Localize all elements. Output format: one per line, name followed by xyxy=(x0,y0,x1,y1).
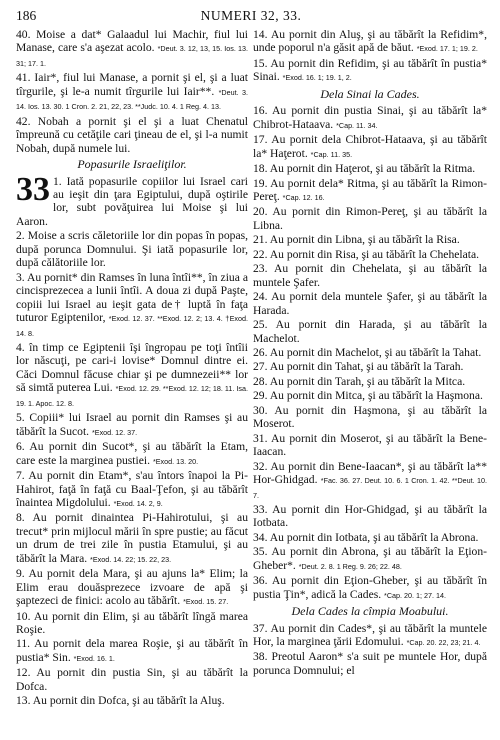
verse-33-34: 34. Au pornit din Iotbata, şi au tăbărît la Abrona. xyxy=(253,530,479,544)
verse-33-30: 30. Au pornit din Haşmona, şi au tăbărît la Moserot. xyxy=(253,403,487,431)
verse-33-37: 37. Au pornit din Cades*, şi au tăbărît la muntele Hor, la marginea ţării Edomului. *Cap. 20. 22, 23; 21. 4. xyxy=(253,621,487,649)
cross-reference: *Fac. 36. 27. Deut. 10. 6. 1 Cron. 1. 42. **Deut. 10. 7. xyxy=(253,476,487,500)
cross-reference: *Exod. 12. 37. xyxy=(92,427,138,437)
cross-reference: *Exod. 17. 1; 19. 2. xyxy=(416,44,478,54)
cross-reference: *Deut. 2. 8. 1 Reg. 9. 26; 22. 48. xyxy=(298,561,402,571)
cross-reference: *Exod. 14. 22; 15. 22, 23. xyxy=(90,554,172,564)
verse-33-36: 36. Au pornit din Eţion-Gheber, şi au tăbărît în pustia Ţin*, adică la Cades. *Cap. 20. 1; 27. 14. xyxy=(253,574,487,601)
verse-33-11: 11. Au pornit dela marea Roşie, şi au tăbărît în pustia* Sin. *Exod. 16. 1. xyxy=(16,637,248,664)
cross-reference: *Deut. 3. 14. Ios. 13. 30. 1 Cron. 2. 21, 22, 23. **Judc. 10. 4. 1 Reg. 4. 13. xyxy=(16,87,248,112)
verse-33-26: 26. Au pornit din Machelot, şi au tăbărît la Tahat. xyxy=(253,345,482,359)
section-heading: Dela Sinai la Cades. xyxy=(320,86,420,101)
cross-reference: *Exod. 13. 20. xyxy=(152,456,199,466)
verse-33-9: 9. Au pornit dela Mara, şi au ajuns la* Elim; la Elim erau douăsprezece izvoare de apă şi şaptezeci de finici: acolo au tăbărît. *Exod. 15. 27. xyxy=(16,567,248,608)
verse-33-27: 27. Au pornit din Tahat, şi au tăbărît la Tarah. xyxy=(253,360,464,374)
cross-reference: *Exod. 16. 1. xyxy=(73,653,115,663)
verse-33-17: 17. Au pornit dela Chibrot-Hataava, şi au tăbărît la* Haţerot. *Cap. 11. 35. xyxy=(253,133,487,160)
cross-reference: *Exod. 15. 27. xyxy=(183,597,229,607)
cross-reference: *Cap. 20. 1; 27. 14. xyxy=(384,590,446,600)
cross-reference: *Exod. 12. 29. **Exod. 12. 12; 18. 11. Isa. 19. 1. Apoc. 12. 8. xyxy=(16,384,248,408)
verse-33-19: 19. Au pornit dela* Ritma, şi au tăbărît la Rimon-Pereţ. *Cap. 12. 16. xyxy=(253,176,487,203)
cross-reference: *Cap. 12. 16. xyxy=(282,192,325,202)
cross-reference: *Cap. 11. 35. xyxy=(310,149,353,159)
cross-reference: *Cap. 20. 22, 23; 21. 4. xyxy=(406,638,481,648)
verse-33-13: 13. Au pornit din Dofca, şi au tăbărît la Aluş. xyxy=(16,694,225,708)
verse-33-3: 3. Au pornit* din Ramses în luna întîi**, în ziua a cincisprezecea a lunii întîi. A doua zi după Paşte, copiii lui Israel au ieşit gata de† luptă în faţa tuturor Egiptenilor, *Exod. 12. 37. **Exod. 12. 2; 13. 4. †Exod. 14. 8. xyxy=(16,270,248,338)
verse-33-12: 12. Au pornit din pustia Sin, şi au tăbărît la Dofca. xyxy=(16,666,248,693)
section-heading: Popasurile Israeliţilor. xyxy=(77,157,187,172)
verse-33-15: 15. Au pornit din Refidim, şi au tăbărît în pustia* Sinai. *Exod. 16. 1; 19. 1, 2. xyxy=(253,56,487,84)
verse-33-16: 16. Au pornit din pustia Sinai, şi au tăbărît la* Chibrot-Hataava. *Cap. 11. 34. xyxy=(253,104,487,131)
running-title: NUMERI 32, 33. xyxy=(200,8,302,23)
verse-33-35: 35. Au pornit din Abrona, şi au tăbărît la Eţion-Gheber*. *Deut. 2. 8. 1 Reg. 9. 26; 22. 48. xyxy=(253,545,487,572)
verse-33-14: 14. Au pornit din Aluş, şi au tăbărît la Refidim*, unde poporul n'a găsit apă de băut. *Exod. 17. 1; 19. 2. xyxy=(253,28,487,55)
verse-32-42: 42. Nobah a pornit şi el şi a luat Chenatul împreună cu cetăţile cari ţineau de el, şi l-a numit Nobah, după numele lui. xyxy=(16,114,248,155)
verse-33-8: 8. Au pornit dinaintea Pi-Hahirotului, şi au trecut* prin mijlocul mării în spre pustie; au făcut un drum de trei zile în pustia Etamului, şi au tăbărît la Mara. *Exod. 14. 22; 15. 22, 23. xyxy=(16,511,248,565)
left-column xyxy=(16,28,248,736)
verse-33-1: 33 1. Iată popasurile copiilor lui Israel cari au ieşit din ţara Egiptului, după oştirile lor, subt povăţuirea lui Moise şi lui Aaron. xyxy=(16,170,248,228)
verse-33-38: 38. Preotul Aaron* s'a suit pe muntele Hor, după porunca Domnului; el xyxy=(253,650,487,677)
verse-33-4: 4. în timp ce Egiptenii îşi îngropau pe toţi întîii lor născuţi, pe cari-i lovise* Domnul dintre ei. Căci Domnul făcuse chiar şi pe dumnezeii** lor să simtă puterea Lui. *Exod. 12. 29. **Exod. 12. 12; 18. 11. Isa. 19. 1. Apoc. 12. 8. xyxy=(16,340,248,408)
cross-reference: *Exod. 16. 1; 19. 1, 2. xyxy=(282,73,352,83)
verse-33-33: 33. Au pornit din Hor-Ghidgad, şi au tăbărît la Iotbata. xyxy=(253,502,487,530)
cross-reference: *Cap. 11. 34. xyxy=(336,120,378,130)
verse-33-23: 23. Au pornit din Chehelata, şi au tăbărît la muntele Şafer. xyxy=(253,262,487,289)
chapter-number: 33 xyxy=(16,170,50,208)
cross-reference: *Exod. 14. 2, 9. xyxy=(113,498,163,508)
verse-32-41: 41. Iair*, fiul lui Manase, a pornit şi el, şi a luat tîrgurile, şi le-a numit tîrgurile lui Iair**. *Deut. 3. 14. Ios. 13. 30. 1 Cron. 2. 21, 22, 23. **Judc. 10. 4. 1 Reg. 4. 13. xyxy=(16,71,248,112)
verse-33-24: 24. Au pornit dela muntele Şafer, şi au tăbărît la Harada. xyxy=(253,290,487,317)
section-heading: Dela Cades la cîmpia Moabului. xyxy=(291,604,449,619)
right-column xyxy=(253,28,487,736)
verse-33-5: 5. Copiii* lui Israel au pornit din Ramses şi au tăbărît la Sucot. *Exod. 12. 37. xyxy=(16,411,248,438)
verse-33-22: 22. Au pornit din Risa, şi au tăbărît la Chehelata. xyxy=(253,247,480,261)
cross-reference: *Deut. 3. 12, 13, 15. Ios. 13. 31; 17. 1. xyxy=(16,44,248,68)
verse-33-29: 29. Au pornit din Mitca, şi au tăbărît la Haşmona. xyxy=(253,389,483,403)
verse-33-28: 28. Au pornit din Tarah, şi au tăbărît la Mitca. xyxy=(253,374,466,388)
verse-33-32: 32. Au pornit din Bene-Iaacan*, şi au tăbărît la** Hor-Ghidgad. *Fac. 36. 27. Deut. 10. 6. 1 Cron. 1. 42. **Deut. 10. 7. xyxy=(253,459,487,500)
verse-33-21: 21. Au pornit din Libna, şi au tăbărît la Risa. xyxy=(253,233,460,247)
page-number: 186 xyxy=(16,8,37,23)
verse-33-10: 10. Au pornit din Elim, şi au tăbărît lîngă marea Roşie. xyxy=(16,609,248,637)
verse-33-20: 20. Au pornit din Rimon-Pereţ, şi au tăbărît la Libna. xyxy=(253,205,487,232)
verse-32-40: 40. Moise a dat* Galaadul lui Machir, fiul lui Manase, care s'a aşezat acolo. *Deut. 3. 12, 13, 15. Ios. 13. 31; 17. 1. xyxy=(16,28,248,68)
cross-reference: *Exod. 12. 37. **Exod. 12. 2; 13. 4. †Exod. 14. 8. xyxy=(16,314,248,338)
verse-33-18: 18. Au pornit din Haţerot, şi au tăbărît la Ritma. xyxy=(253,162,476,176)
verse-33-6: 6. Au pornit din Sucot*, şi au tăbărît la Etam, care este la marginea pustiei. *Exod. 13. 20. xyxy=(16,440,248,467)
verse-33-7: 7. Au pornit din Etam*, s'au întors înapoi la Pi-Hahirot, faţă în faţă cu Baal-Ţefon, şi au tăbărît înaintea Migdolului. *Exod. 14. 2, 9. xyxy=(16,469,248,509)
verse-33-2: 2. Moise a scris căletoriile lor din popas în popas, după porunca Domnului. Şi iată popasurile lor, după călătoriile lor. xyxy=(16,229,248,270)
verse-33-25: 25. Au pornit din Harada, şi au tăbărît la Machelot. xyxy=(253,318,487,345)
verse-33-31: 31. Au pornit din Moserot, şi au tăbărît la Bene-Iaacan. xyxy=(253,431,487,459)
page-header xyxy=(16,8,486,24)
